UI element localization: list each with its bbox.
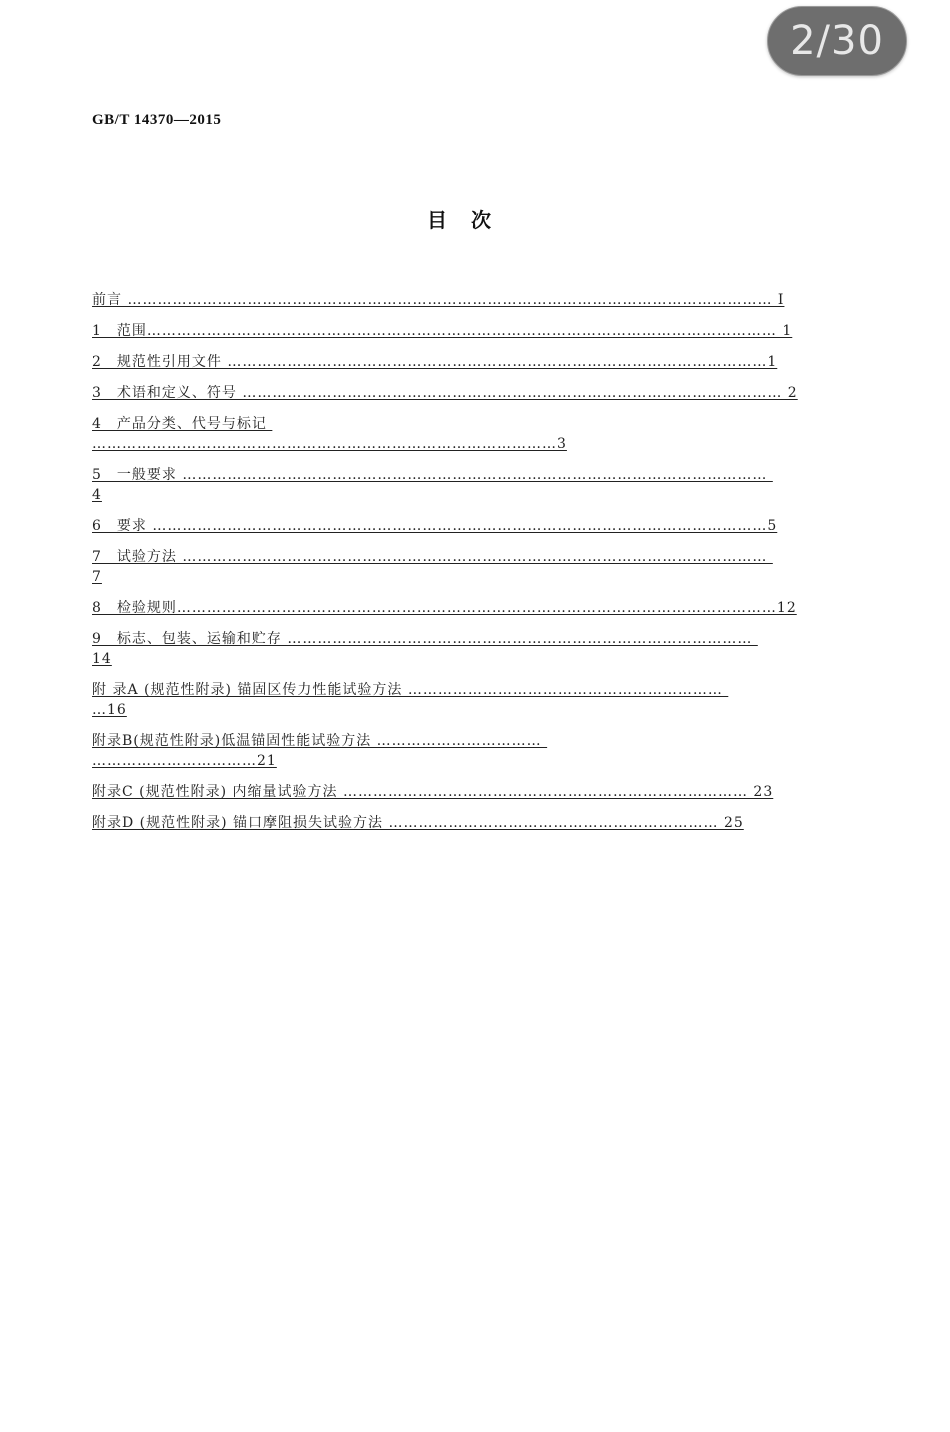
toc-entry-line: 7 试验方法 ………………………………………………………………………………………………………: [92, 549, 773, 565]
toc-entry[interactable]: [92, 383, 822, 403]
toc-entry-line: 6 要求 ……………………………………………………………………………………………………………5: [92, 518, 778, 534]
toc-entry-line: 5 一般要求 ………………………………………………………………………………………………………: [92, 467, 773, 483]
toc-entry-line: 前言 ………………………………………………………………………………………………………………… I: [92, 292, 785, 308]
toc-entry-line: 3 术语和定义、符号 ……………………………………………………………………………………………… 2: [92, 385, 798, 401]
toc-entry-line: 附 录A (规范性附录) 锚固区传力性能试验方法 ………………………………………………………: [92, 682, 729, 698]
toc-entry-line: …16: [92, 702, 127, 718]
page-indicator-text: 2/30: [790, 18, 884, 64]
toc-entry[interactable]: [92, 465, 822, 505]
toc-entry-line: 1 范围……………………………………………………………………………………………………………… 1: [92, 323, 793, 339]
table-of-contents: [92, 290, 822, 844]
toc-entry[interactable]: [92, 352, 822, 372]
toc-entry[interactable]: [92, 321, 822, 341]
toc-title: 目 次: [427, 208, 493, 232]
toc-entry-line: 附录C (规范性附录) 内缩量试验方法 ……………………………………………………………………… 23: [92, 784, 774, 800]
toc-entry-line: 14: [92, 651, 112, 667]
toc-entry-line: 4 产品分类、代号与标记: [92, 416, 273, 432]
toc-entry-line: 4: [92, 487, 102, 503]
toc-entry-line: 8 检验规则…………………………………………………………………………………………………………12: [92, 600, 797, 616]
toc-entry-line: …………………………………………………………………………………3: [92, 436, 567, 452]
toc-entry[interactable]: [92, 731, 822, 771]
toc-entry-line: 7: [92, 569, 102, 585]
toc-entry-line: 9 标志、包装、运输和贮存 …………………………………………………………………………………: [92, 631, 758, 647]
toc-entry-line: 附录B(规范性附录)低温锚固性能试验方法 ……………………………: [92, 733, 548, 749]
toc-entry[interactable]: [92, 290, 822, 310]
page-indicator: [767, 6, 907, 76]
toc-entry-line: ……………………………21: [92, 753, 277, 769]
toc-entry[interactable]: [92, 782, 822, 802]
toc-entry[interactable]: [92, 680, 822, 720]
toc-entry[interactable]: [92, 813, 822, 833]
toc-entry[interactable]: [92, 598, 822, 618]
toc-entry[interactable]: [92, 516, 822, 536]
standard-number: GB/T 14370—2015: [92, 112, 222, 128]
toc-entry-line: 附录D (规范性附录) 锚口摩阻损失试验方法 ………………………………………………………… 25: [92, 815, 744, 831]
toc-entry[interactable]: [92, 629, 822, 669]
toc-entry[interactable]: [92, 547, 822, 587]
toc-entry[interactable]: [92, 414, 822, 454]
toc-entry-line: 2 规范性引用文件 ………………………………………………………………………………………………1: [92, 354, 778, 370]
